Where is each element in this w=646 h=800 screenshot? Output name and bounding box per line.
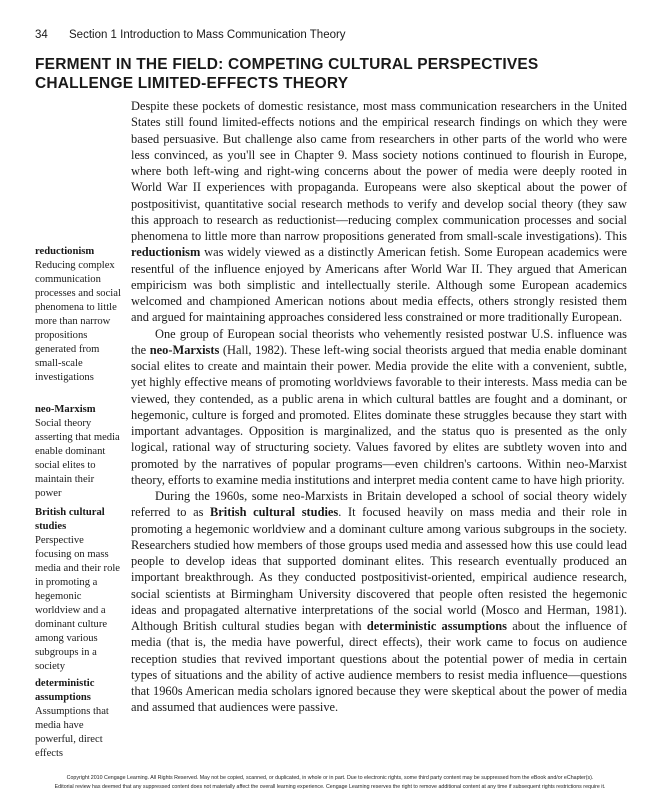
paragraph-1 — [131, 98, 627, 326]
paragraph-1-text-b: was widely viewed as a distinctly American fetish. Some European academics were resentful of the influence enjoyed by Americans after World War II. They argued that American empiricism was both simplistic and intellectually sterile. Although some European academics welcomed and championed American notions about media effects, others strongly resisted them and argued for maintaining approaches considered less constrained or more traditionally European. — [131, 245, 627, 325]
key-term-british-cultural-studies: British cultural studies — [210, 505, 339, 520]
paragraph-2-text-b: (Hall, 1982). These left-wing social theorists argued that media enable dominant social elites to create and maintain their power. Media provide the elite with a convenient, subtle, yet highly effective means of promoting worldviews favorable to their interests. Mass media can be viewed, they contended, as a public arena in which cultural battles are fought and a dominant, or hegemonic, culture is forged and promoted. Elites dominate these struggles because they start with important advantages. Opposition is marginalized, and the status quo is presented as the only logical, rational way of structuring society. Values favored by elites are subtlety woven into and promoted by the narratives of popular programs—even children's cartoons. Within neo-Marxist theory, efforts to examine media institutions and interpret media content came to have high priority. — [131, 342, 627, 487]
paragraph-2-text-a: One group of European social theorists who vehemently resisted postwar U.S. influence was the — [131, 326, 627, 357]
key-term-reductionism: reductionism — [131, 245, 201, 260]
glossary-entry-deterministic-assumptions — [35, 677, 121, 761]
glossary-term: reductionism — [35, 246, 95, 257]
paragraph-2 — [131, 326, 627, 489]
paragraph-3 — [131, 488, 627, 716]
section-heading — [35, 55, 625, 93]
running-head — [35, 27, 625, 43]
glossary-definition: Reducing complex communication processes and social phenomena to little more than narrow propositions generated from small-scale investigations — [35, 260, 121, 383]
glossary-term: deterministic assumptions — [35, 678, 95, 703]
glossary-definition: Assumptions that media have powerful, direct effects — [35, 706, 109, 759]
glossary-entry-neo-marxism — [35, 403, 121, 501]
copyright-line-2: Editorial review has deemed that any suppressed content does not materially affect the overall learning experience. Cengage Learning reserves the right to remove additional content at any time if subsequent rights restrictions require it. — [54, 784, 606, 790]
page-number: 34 — [35, 29, 48, 41]
section-heading-line-2: CHALLENGE LIMITED-EFFECTS THEORY — [35, 75, 349, 92]
body-text — [131, 98, 627, 716]
copyright-line-1: Copyright 2010 Cengage Learning. All Rights Reserved. May not be copied, scanned, or duplicated, in whole or in part. Due to electronic rights, some third party content may be suppressed from the eBook and/or eChapter(s). — [66, 775, 594, 781]
key-term-neo-marxists: neo-Marxists — [149, 342, 220, 357]
glossary-term: British cultural studies — [35, 507, 105, 532]
copyright-footer — [30, 774, 630, 792]
paragraph-3-text-a: During the 1960s, some neo-Marxists in Britain developed a school of social theory widely referred to as — [131, 489, 627, 520]
paragraph-3-text-b: . It focused heavily on mass media and their role in promoting a hegemonic worldview and a dominant culture among various subgroups in the society. Researchers studied how members of those groups used media and assessed how this use could lead people to develop ideas that supported dominant elites. This research eventually produced an important breakthrough. As they conducted postpositivist-oriented, empirical audience research, social scientists at Birmingham University discovered that people often resisted the hegemonic ideas and propagated alternative interpretations of the social world (Mosco and Herman, 1981). Although British cultural studies began with — [131, 505, 628, 633]
paragraph-1-text-a: Despite these pockets of domestic resistance, most mass communication researchers in the United States still found limited-effects notions and the empirical research findings on which they were based persuasive. But challenge also came from researchers in other parts of the world who were less convinced, as you'll see in Chapter 9. Mass society notions continued to flourish in Europe, where both left-wing and right-wing concerns about the power of media were deeply rooted in World War II experiences with propaganda. Europeans were also skeptical about the power of postpositivist, quantitative social research methods to verify and develop social theory (they saw this approach to research as reductionist—reducing complex communication processes and social phenomena to little more than narrow propositions generated from small-scale investigations). This — [131, 99, 627, 243]
glossary-definition: Social theory asserting that media enable dominant social elites to maintain their power — [35, 418, 120, 499]
glossary-definition: Perspective focusing on mass media and their role in promoting a hegemonic worldview and a dominant culture among various subgroups in a society — [35, 535, 121, 672]
glossary-term: neo-Marxism — [35, 404, 96, 415]
glossary-entry-reductionism — [35, 245, 121, 385]
paragraph-3-text-c: about the influence of media (that is, the media have powerful, direct effects), their work came to focus on audience reception studies that revived important questions about the potential power of media in certain types of situations and the ability of active audience members to resist media influence—questions that 1960s American media scholars ignored because they were skeptical about the power of media and assumed that audiences were passive. — [131, 619, 627, 715]
section-label: Section 1 Introduction to Mass Communication Theory — [69, 29, 346, 41]
key-term-deterministic-assumptions: deterministic assumptions — [366, 619, 507, 633]
section-heading-line-1: FERMENT IN THE FIELD: COMPETING CULTURAL PERSPECTIVES — [35, 56, 539, 73]
glossary-entry-british-cultural-studies — [35, 506, 121, 674]
